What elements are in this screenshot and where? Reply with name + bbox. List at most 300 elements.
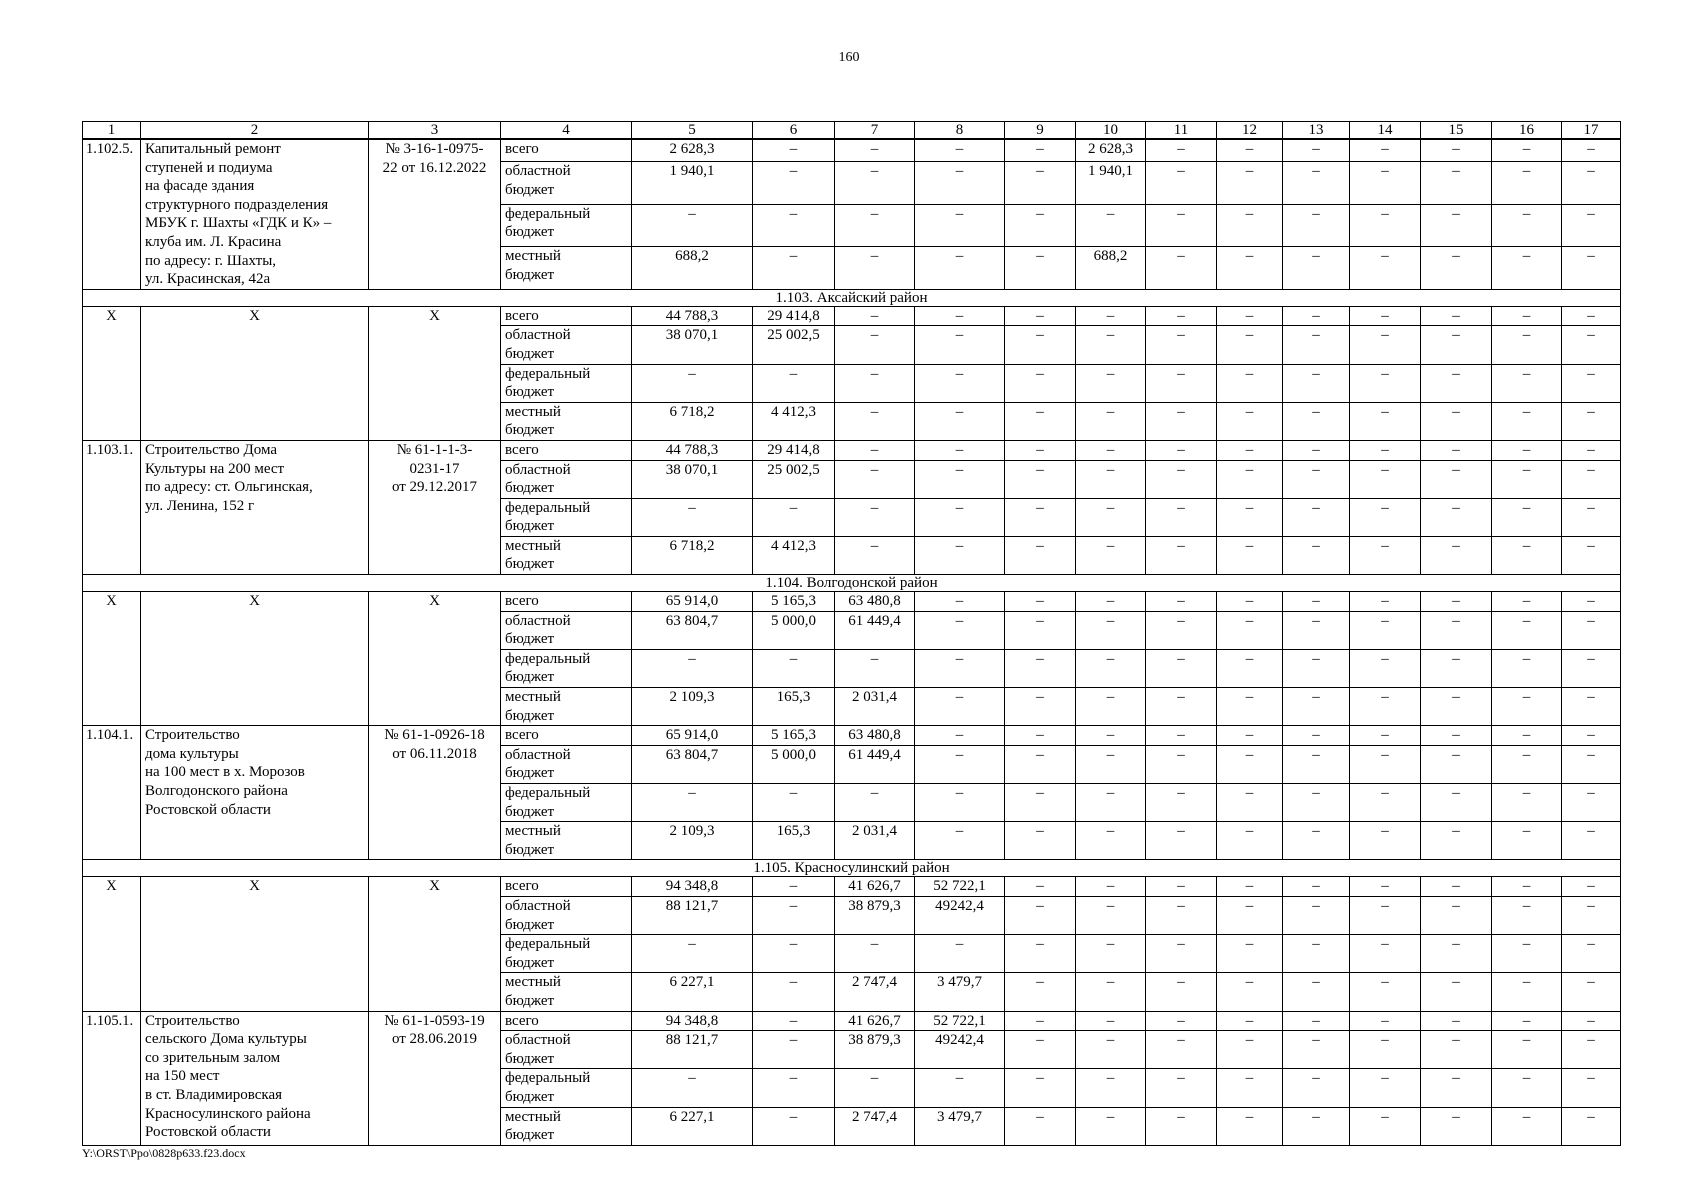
value-cell: – (915, 161, 1005, 204)
value-cell: – (1146, 204, 1217, 247)
value-cell: – (1562, 1011, 1621, 1031)
value-cell: – (1217, 896, 1283, 934)
value-cell: – (1421, 536, 1492, 574)
section-row (83, 289, 1621, 306)
value-cell: 2 031,4 (835, 822, 915, 860)
value-cell: 688,2 (1076, 247, 1146, 290)
item-reference: Х (369, 877, 501, 1011)
value-cell: 44 788,3 (632, 306, 753, 326)
value-cell: – (1217, 402, 1283, 440)
value-cell: – (1283, 611, 1350, 649)
value-cell: – (1492, 784, 1562, 822)
funding-source: областной бюджет (501, 326, 632, 364)
value-cell: – (1146, 745, 1217, 783)
value-cell: 5 000,0 (753, 611, 835, 649)
value-cell: – (1283, 745, 1350, 783)
value-cell: – (1492, 1069, 1562, 1107)
value-cell: – (1146, 896, 1217, 934)
value-cell: – (1283, 1107, 1350, 1145)
value-cell: – (1283, 726, 1350, 746)
value-cell: – (1283, 460, 1350, 498)
value-cell: – (1283, 822, 1350, 860)
value-cell: – (1562, 611, 1621, 649)
value-cell: – (835, 139, 915, 161)
value-cell: – (1076, 306, 1146, 326)
value-cell: – (1562, 1107, 1621, 1145)
value-cell: 6 718,2 (632, 402, 753, 440)
value-cell: – (835, 498, 915, 536)
value-cell: – (915, 688, 1005, 726)
value-cell: – (1146, 326, 1217, 364)
value-cell: – (1005, 935, 1076, 973)
value-cell: – (1421, 306, 1492, 326)
value-cell: 38 879,3 (835, 896, 915, 934)
value-cell: – (915, 611, 1005, 649)
value-cell: 25 002,5 (753, 460, 835, 498)
funding-source: областной бюджет (501, 611, 632, 649)
value-cell: – (1492, 139, 1562, 161)
value-cell: – (753, 877, 835, 897)
value-cell: – (1492, 896, 1562, 934)
item-name: Строительство сельского Дома культуры со зрительным залом на 150 мест в ст. Владимировская Красносулинского района Ростовской области (141, 1011, 369, 1145)
value-cell: – (1076, 326, 1146, 364)
column-number: 4 (501, 122, 632, 140)
value-cell: 29 414,8 (753, 306, 835, 326)
value-cell: – (835, 402, 915, 440)
value-cell: – (915, 784, 1005, 822)
value-cell: – (1005, 877, 1076, 897)
value-cell: – (1350, 536, 1421, 574)
funding-source: местный бюджет (501, 247, 632, 290)
value-cell: – (1146, 877, 1217, 897)
value-cell: – (1217, 1031, 1283, 1069)
value-cell: – (1421, 364, 1492, 402)
funding-source: областной бюджет (501, 896, 632, 934)
value-cell: – (1350, 1011, 1421, 1031)
value-cell: – (1492, 161, 1562, 204)
value-cell: – (1146, 498, 1217, 536)
value-cell: – (915, 1069, 1005, 1107)
value-cell: – (1421, 1069, 1492, 1107)
value-cell: – (1217, 204, 1283, 247)
value-cell: – (1350, 745, 1421, 783)
value-cell: – (1283, 784, 1350, 822)
value-cell: – (1146, 440, 1217, 460)
value-cell: – (835, 1069, 915, 1107)
value-cell: – (1005, 364, 1076, 402)
value-cell: – (1217, 326, 1283, 364)
value-cell: – (753, 1107, 835, 1145)
value-cell: – (1421, 460, 1492, 498)
value-cell: – (1005, 440, 1076, 460)
value-cell: – (1146, 592, 1217, 612)
value-cell: 2 031,4 (835, 688, 915, 726)
value-cell: – (753, 204, 835, 247)
value-cell: – (1421, 973, 1492, 1011)
value-cell: – (1350, 822, 1421, 860)
value-cell: – (1005, 139, 1076, 161)
column-number: 3 (369, 122, 501, 140)
value-cell: – (1283, 326, 1350, 364)
value-cell: – (1146, 784, 1217, 822)
funding-source: местный бюджет (501, 402, 632, 440)
value-cell: – (1283, 973, 1350, 1011)
table-row (83, 592, 1621, 612)
value-cell: – (632, 649, 753, 687)
value-cell: – (1421, 498, 1492, 536)
column-number: 16 (1492, 122, 1562, 140)
value-cell: 2 109,3 (632, 822, 753, 860)
value-cell: – (1283, 440, 1350, 460)
value-cell: – (1350, 877, 1421, 897)
value-cell: – (1492, 326, 1562, 364)
value-cell: – (753, 973, 835, 1011)
value-cell: – (1005, 498, 1076, 536)
item-code: 1.105.1. (83, 1011, 141, 1145)
value-cell: – (1492, 402, 1562, 440)
value-cell: – (1076, 204, 1146, 247)
value-cell: – (1076, 592, 1146, 612)
value-cell: – (1492, 973, 1562, 1011)
value-cell: – (753, 784, 835, 822)
value-cell: 2 747,4 (835, 1107, 915, 1145)
value-cell: – (1146, 822, 1217, 860)
value-cell: – (1146, 460, 1217, 498)
value-cell: – (753, 247, 835, 290)
value-cell: – (1076, 822, 1146, 860)
value-cell: – (915, 326, 1005, 364)
value-cell: – (1005, 1069, 1076, 1107)
value-cell: – (1562, 139, 1621, 161)
funding-source: федеральный бюджет (501, 364, 632, 402)
column-number: 15 (1421, 122, 1492, 140)
value-cell: – (1076, 784, 1146, 822)
value-cell: – (1217, 973, 1283, 1011)
value-cell: – (1146, 726, 1217, 746)
value-cell: 5 165,3 (753, 592, 835, 612)
value-cell: – (1005, 247, 1076, 290)
column-number: 6 (753, 122, 835, 140)
value-cell: – (632, 498, 753, 536)
value-cell: – (1350, 161, 1421, 204)
value-cell: – (1492, 745, 1562, 783)
value-cell: – (1005, 973, 1076, 1011)
value-cell: – (1076, 1031, 1146, 1069)
value-cell: – (1146, 161, 1217, 204)
value-cell: – (1283, 161, 1350, 204)
value-cell: – (1217, 688, 1283, 726)
value-cell: – (1492, 822, 1562, 860)
page-number: 160 (838, 50, 860, 65)
value-cell: – (1350, 688, 1421, 726)
item-code: Х (83, 592, 141, 726)
value-cell: – (1146, 688, 1217, 726)
value-cell: – (1492, 536, 1562, 574)
value-cell: 49242,4 (915, 896, 1005, 934)
value-cell: 3 479,7 (915, 1107, 1005, 1145)
value-cell: – (915, 935, 1005, 973)
value-cell: – (1005, 688, 1076, 726)
item-name: Х (141, 592, 369, 726)
value-cell: – (1146, 364, 1217, 402)
value-cell: – (1350, 326, 1421, 364)
value-cell: – (1005, 204, 1076, 247)
value-cell: – (1217, 161, 1283, 204)
value-cell: – (1283, 139, 1350, 161)
value-cell: 5 165,3 (753, 726, 835, 746)
funding-source: федеральный бюджет (501, 935, 632, 973)
item-reference: № 61-1-0593-19 от 28.06.2019 (369, 1011, 501, 1145)
value-cell: – (1421, 784, 1492, 822)
value-cell: – (1005, 649, 1076, 687)
value-cell: – (1005, 726, 1076, 746)
value-cell: – (1421, 440, 1492, 460)
value-cell: – (1562, 460, 1621, 498)
funding-source: всего (501, 306, 632, 326)
value-cell: – (1350, 784, 1421, 822)
value-cell: – (915, 139, 1005, 161)
value-cell: – (1421, 649, 1492, 687)
value-cell: – (1283, 1031, 1350, 1069)
value-cell: – (1562, 877, 1621, 897)
value-cell: – (915, 726, 1005, 746)
value-cell: – (1562, 973, 1621, 1011)
funding-source: областной бюджет (501, 745, 632, 783)
value-cell: – (753, 896, 835, 934)
item-name: Строительство дома культуры на 100 мест в х. Морозов Волгодонского района Ростовской области (141, 726, 369, 860)
value-cell: 52 722,1 (915, 877, 1005, 897)
value-cell: – (915, 822, 1005, 860)
value-cell: 38 070,1 (632, 326, 753, 364)
value-cell: – (835, 161, 915, 204)
value-cell: – (1421, 402, 1492, 440)
value-cell: 63 804,7 (632, 611, 753, 649)
funding-source: всего (501, 139, 632, 161)
item-reference: Х (369, 592, 501, 726)
item-code: Х (83, 877, 141, 1011)
value-cell: 5 000,0 (753, 745, 835, 783)
value-cell: – (835, 364, 915, 402)
value-cell: – (1283, 306, 1350, 326)
value-cell: – (1350, 204, 1421, 247)
value-cell: 165,3 (753, 822, 835, 860)
section-title: 1.104. Волгодонской район (83, 575, 1621, 592)
value-cell: – (753, 1069, 835, 1107)
value-cell: – (1350, 896, 1421, 934)
value-cell: – (1076, 536, 1146, 574)
value-cell: – (1350, 611, 1421, 649)
value-cell: – (753, 649, 835, 687)
value-cell: – (1562, 536, 1621, 574)
column-number: 10 (1076, 122, 1146, 140)
value-cell: – (1217, 784, 1283, 822)
value-cell: 6 718,2 (632, 536, 753, 574)
value-cell: – (1146, 1031, 1217, 1069)
funding-source: федеральный бюджет (501, 498, 632, 536)
value-cell: 6 227,1 (632, 973, 753, 1011)
funding-source: федеральный бюджет (501, 649, 632, 687)
value-cell: – (1562, 498, 1621, 536)
value-cell: – (915, 536, 1005, 574)
value-cell: – (1146, 1069, 1217, 1107)
value-cell: – (1492, 611, 1562, 649)
value-cell: – (1283, 649, 1350, 687)
footer-file-path: Y:\ORST\Ppo\0828p633.f23.docx (82, 1146, 246, 1160)
value-cell: – (835, 536, 915, 574)
value-cell: – (753, 139, 835, 161)
value-cell: – (1562, 649, 1621, 687)
value-cell: – (915, 204, 1005, 247)
value-cell: – (1283, 592, 1350, 612)
value-cell: – (835, 306, 915, 326)
value-cell: – (835, 460, 915, 498)
value-cell: – (1421, 204, 1492, 247)
value-cell: – (1146, 1011, 1217, 1031)
value-cell: – (1562, 726, 1621, 746)
value-cell: 88 121,7 (632, 896, 753, 934)
value-cell: – (1492, 440, 1562, 460)
column-number: 7 (835, 122, 915, 140)
value-cell: – (1562, 688, 1621, 726)
value-cell: – (1076, 611, 1146, 649)
value-cell: – (1562, 745, 1621, 783)
value-cell: – (632, 784, 753, 822)
item-reference: Х (369, 306, 501, 440)
value-cell: – (1146, 611, 1217, 649)
value-cell: – (1217, 935, 1283, 973)
value-cell: – (1492, 649, 1562, 687)
value-cell: 52 722,1 (915, 1011, 1005, 1031)
table-row (83, 877, 1621, 897)
funding-source: федеральный бюджет (501, 1069, 632, 1107)
value-cell: – (632, 935, 753, 973)
funding-source: областной бюджет (501, 161, 632, 204)
value-cell: – (1076, 896, 1146, 934)
value-cell: – (1005, 592, 1076, 612)
value-cell: – (1492, 460, 1562, 498)
column-number: 1 (83, 122, 141, 140)
value-cell: 4 412,3 (753, 536, 835, 574)
value-cell: – (753, 1031, 835, 1069)
value-cell: – (835, 649, 915, 687)
value-cell: – (1421, 139, 1492, 161)
value-cell: – (1076, 402, 1146, 440)
value-cell: 29 414,8 (753, 440, 835, 460)
section-title: 1.105. Красносулинский район (83, 860, 1621, 877)
value-cell: – (1076, 1107, 1146, 1145)
value-cell: 63 804,7 (632, 745, 753, 783)
value-cell: – (1350, 139, 1421, 161)
value-cell: 94 348,8 (632, 1011, 753, 1031)
value-cell: – (1217, 364, 1283, 402)
value-cell: – (1421, 1011, 1492, 1031)
value-cell: – (1217, 536, 1283, 574)
value-cell: – (1076, 973, 1146, 1011)
value-cell: – (1283, 877, 1350, 897)
value-cell: – (1421, 161, 1492, 204)
value-cell: – (1146, 973, 1217, 1011)
value-cell: – (1421, 592, 1492, 612)
value-cell: 63 480,8 (835, 592, 915, 612)
value-cell: – (1217, 498, 1283, 536)
funding-source: областной бюджет (501, 460, 632, 498)
value-cell: – (1562, 204, 1621, 247)
value-cell: 61 449,4 (835, 745, 915, 783)
value-cell: – (915, 745, 1005, 783)
column-number-row (83, 122, 1621, 140)
column-number: 17 (1562, 122, 1621, 140)
value-cell: 65 914,0 (632, 726, 753, 746)
value-cell: – (1350, 935, 1421, 973)
value-cell: – (1005, 402, 1076, 440)
value-cell: – (915, 364, 1005, 402)
item-name: Капитальный ремонт ступеней и подиума на фасаде здания структурного подразделения МБУК г. Шахты «ГДК и К» – клуба им. Л. Красина по адресу: г. Шахты, ул. Красинская, 42а (141, 139, 369, 289)
value-cell: – (1005, 460, 1076, 498)
item-name: Строительство Дома Культуры на 200 мест по адресу: ст. Ольгинская, ул. Ленина, 152 г (141, 440, 369, 574)
value-cell: – (835, 204, 915, 247)
value-cell: – (1421, 935, 1492, 973)
value-cell: – (915, 460, 1005, 498)
section-row (83, 575, 1621, 592)
funding-source: областной бюджет (501, 1031, 632, 1069)
section-row (83, 860, 1621, 877)
column-number: 5 (632, 122, 753, 140)
value-cell: – (1562, 306, 1621, 326)
funding-source: всего (501, 440, 632, 460)
value-cell: – (915, 306, 1005, 326)
value-cell: – (1217, 1011, 1283, 1031)
value-cell: – (835, 935, 915, 973)
value-cell: – (1350, 726, 1421, 746)
value-cell: – (1283, 364, 1350, 402)
value-cell: – (1217, 1107, 1283, 1145)
column-number: 14 (1350, 122, 1421, 140)
funding-source: федеральный бюджет (501, 204, 632, 247)
value-cell: – (1146, 306, 1217, 326)
value-cell: – (1350, 1031, 1421, 1069)
funding-source: местный бюджет (501, 1107, 632, 1145)
value-cell: – (1350, 402, 1421, 440)
funding-source: всего (501, 592, 632, 612)
value-cell: – (1217, 460, 1283, 498)
value-cell: – (1146, 649, 1217, 687)
value-cell: 38 070,1 (632, 460, 753, 498)
value-cell: 61 449,4 (835, 611, 915, 649)
value-cell: – (1421, 745, 1492, 783)
value-cell: – (1005, 161, 1076, 204)
value-cell: – (1492, 498, 1562, 536)
value-cell: – (1562, 1069, 1621, 1107)
value-cell: – (1076, 1069, 1146, 1107)
value-cell: – (1283, 935, 1350, 973)
value-cell: – (1421, 1107, 1492, 1145)
value-cell: – (1421, 877, 1492, 897)
column-number: 8 (915, 122, 1005, 140)
value-cell: – (1005, 611, 1076, 649)
value-cell: – (915, 592, 1005, 612)
value-cell: – (1217, 440, 1283, 460)
value-cell: – (1421, 326, 1492, 364)
column-number: 12 (1217, 122, 1283, 140)
value-cell: – (1492, 1031, 1562, 1069)
value-cell: – (1350, 247, 1421, 290)
value-cell: – (1492, 1011, 1562, 1031)
column-number: 11 (1146, 122, 1217, 140)
value-cell: 2 109,3 (632, 688, 753, 726)
funding-source: федеральный бюджет (501, 784, 632, 822)
value-cell: – (1421, 896, 1492, 934)
value-cell: – (1076, 498, 1146, 536)
